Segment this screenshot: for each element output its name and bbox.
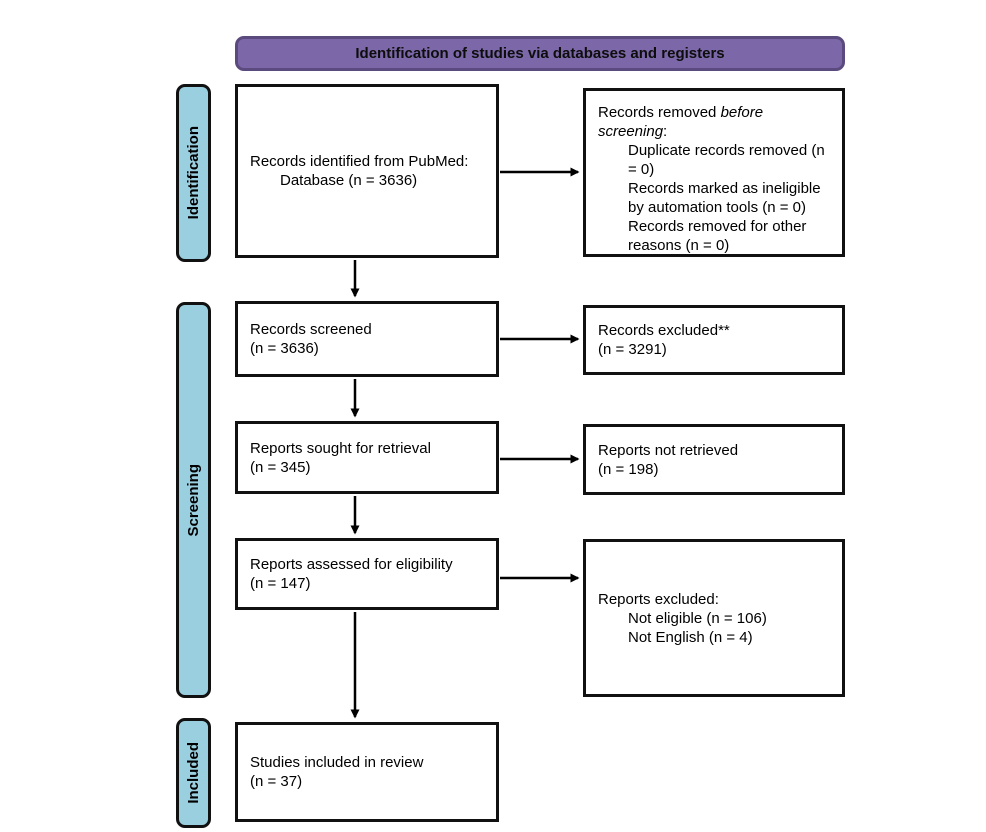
- reports-not-retrieved-count: (n = 198): [598, 460, 659, 478]
- reports-assessed-line1: Reports assessed for eligibility: [250, 556, 453, 573]
- box-studies-included: [235, 722, 499, 822]
- stage-label-identification: Identification: [185, 126, 202, 220]
- box-records-removed: [583, 88, 845, 257]
- stage-bar-identification: [176, 84, 211, 262]
- box-reports-sought: [235, 421, 499, 494]
- records-identified-line2: Database (n = 3636): [280, 172, 418, 189]
- records-removed-item-duplicates: Duplicate records removed (n = 0): [628, 142, 825, 178]
- records-removed-intro: [598, 103, 830, 141]
- studies-included-count: (n = 37): [250, 773, 303, 790]
- reports-excluded-item-not-english: Not English (n = 4): [628, 628, 753, 646]
- records-identified-line1: Records identified from PubMed:: [250, 153, 469, 170]
- records-removed-intro-suffix: :: [663, 123, 668, 140]
- box-records-screened: [235, 301, 499, 377]
- reports-not-retrieved-line1: Reports not retrieved: [598, 441, 739, 459]
- records-removed-intro-normal: Records removed: [598, 104, 721, 121]
- stage-bar-included: [176, 718, 211, 828]
- box-reports-excluded: [583, 539, 845, 697]
- box-reports-not-retrieved: [583, 424, 845, 495]
- records-excluded-line1: Records excluded**: [598, 322, 730, 339]
- records-screened-line1: Records screened: [250, 321, 372, 338]
- diagram-title-banner: [235, 36, 845, 71]
- reports-excluded-title: Reports excluded:: [598, 590, 719, 608]
- records-removed-intro-italic: before screening: [598, 104, 764, 140]
- reports-sought-count: (n = 345): [250, 458, 311, 476]
- reports-sought-line1: Reports sought for retrieval: [250, 439, 431, 457]
- studies-included-line1: Studies included in review: [250, 754, 424, 771]
- reports-excluded-item-not-eligible: Not eligible (n = 106): [628, 609, 767, 627]
- records-excluded-count: (n = 3291): [598, 341, 667, 358]
- stage-bar-screening: [176, 302, 211, 698]
- stage-label-included: Included: [185, 742, 202, 804]
- diagram-title: Identification of studies via databases and registers: [355, 45, 725, 62]
- stage-label-screening: Screening: [185, 463, 202, 537]
- reports-assessed-count: (n = 147): [250, 575, 311, 592]
- records-removed-item-other: Records removed for other reasons (n = 0): [628, 218, 807, 254]
- box-reports-assessed: [235, 538, 499, 610]
- records-screened-count: (n = 3636): [250, 340, 319, 357]
- records-removed-item-automation: Records marked as ineligible by automation tools (n = 0): [628, 180, 821, 216]
- box-records-identified: [235, 84, 499, 258]
- box-records-excluded: [583, 305, 845, 375]
